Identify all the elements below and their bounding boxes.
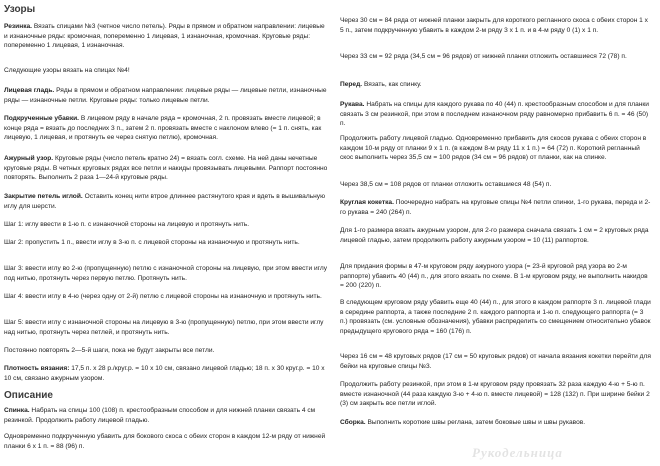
sleeves-label: Рукава. [340,101,365,108]
density-label: Плотность вязания: [4,365,70,372]
watermark-text: Рукодельница [472,445,563,460]
paragraph-yoke-lace: Для 1-го размера вязать ажурным узором, для 2-го размера сначала связать 1 см = 2 круговых ряда лицевой гладью, затем продолжить работу ажурным узором = 10 (11) раппортов. [340,227,649,244]
step-5: Шаг 5: ввести иглу с изнаночной стороны на лицевую в 3-ю (пропущенную) петлю, при этом ввести иглу над нитью, протянуть через петлей, и протянуть нить. [4,319,324,336]
paragraph-next-round: В следующем круговом ряду убавить еще 40 (44) п., для этого в каждом раппорте 3 п. лицевой глади в середине раппорта, а также последние 2 п. каждого раппорта и 1-ю п. следующего раппорта (= 3 п.) провязать (см. условные обозначения), убавки распределить со смещением относительно убавок предыдущего кругового ряда = 160 (176) п. [340,299,651,335]
density-text: 17,5 п. х 28 р./круг.р. = 10 х 10 см, связано лицевой гладью; 18 п. х 30 круг.р. = 10 х 10 см, связано ажурным узором. [4,365,325,382]
paragraph-yoke [340,198,652,217]
rib-text: Вязать спицами №3 (четное число петель). Ряды в прямом и обратном направлении: лицевые и изнаночные ряды: кромочная, попеременно 1 лицевая, 1 изнаночная, кромочная. Круговые ряды: попеременно 1 лицевая, 1 изнаночная. [4,23,325,50]
rib-label: Резинка. [4,23,33,30]
bind-off-label: Закрытие петель иглой. [4,193,83,200]
paragraph-neckband-rib: Продолжить работу резинкой, при этом в 1-м круговом ряду провязать 32 раза каждую 4-ю + 5-ю п. вместе изнаночной (44 раза каждую 3-ю + 4-ю п. вместе лицевой) = 128 (132) п. При ширине бейки 2 (3) см закрыть все петли иглой. [340,381,650,408]
lace-text: Круговые ряды (число петель кратно 24) = вязать согл. схеме. На ней даны нечетные круговые ряды. В четных круговых рядах все петли и накиды провязывать лицевыми. Раппорт постоянно повторять. Выполнить 2 раза 1—24-й круговые ряды. [4,155,328,182]
paragraph-raglan-back: Через 30 см = 84 ряда от нижней планки закрыть для короткого регланного скоса с обеих сторон 1 х 5 п., затем подкрученную убавить в каждом 2-м ряду 3 х 1 п. и в 4-м ряду 0 (1) х 1 п. [340,17,648,34]
paragraph-back [4,406,330,425]
step-1: Шаг 1: иглу ввести в 1-ю п. с изнаночной стороны на лицевую и протянуть нить. [4,221,250,228]
stockinette-text: Ряды в прямом и обратном направлении: лицевые ряды — лицевые петли, изнаночные ряды — изнаночные петли. Круговые ряды: только лицевые петли. [4,87,327,104]
stockinette-label: Лицевая гладь. [4,87,55,94]
sleeves-text: Набрать на спицы для каждого рукава по 40 (44) п. крестообразным способом и для планки связать 3 см резинкой, при этом в последнем изнаночном ряду равномерно прибавить 6 п. = 46 (50) п. [340,101,649,128]
section-title-patterns: Узоры [4,4,36,15]
paragraph-set-aside-sleeve: Через 38,5 см = 108 рядов от планки отложить оставшиеся 48 (54) п. [340,181,552,188]
paragraph-sleeve-shaping: Продолжить работу лицевой гладью. Одновременно прибавить для скосов рукава с обеих сторон в каждом 10-м ряду от планки 9 х 1 п. (в каждом 8-м ряду 11 х 1 п.) = 64 (72) п. Короткий регланный скос выполнить через 35,5 см = 100 рядов (34 см = 96 рядов) от планки, как на спинке. [340,135,647,162]
paragraph-stockinette [4,86,330,105]
back-text: Набрать на спицы 100 (108) п. крестообразным способом и для нижней планки связать 4 см резинкой. Продолжить работу лицевой гладью. [4,407,316,424]
lace-label: Ажурный узор. [4,155,54,162]
paragraph-repeat: Постоянно повторять 2—5-й шаги, пока не будут закрыты все петли. [4,347,215,354]
paragraph-set-aside-back: Через 33 см = 92 ряда (34,5 см = 96 рядов) от нижней планки отложить оставшиеся 72 (78) п. [340,53,627,60]
yoke-label: Круглая кокетка. [340,199,394,206]
paragraph-decreases [4,114,330,143]
assembly-text: Выполнить короткие швы реглана, затем боковые швы и швы рукавов. [365,419,586,426]
paragraph-side-shaping: Одновременно подкрученную убавить для бокового скоса с обеих сторон в каждом 12-м ряду от нижней планки 6 х 1 п. = 88 (96) п. [4,433,326,450]
paragraph-neckband-switch: Через 16 см = 48 круговых рядов (17 см = 50 круговых рядов) от начала вязания кокетки перейти для бейки на круговые спицы №3. [340,353,651,370]
paragraph-shaping-47: Для придания формы в 47-м круговом ряду ажурного узора (= 23-й круговой ряд узора во 2-м раппорте) убавить 40 (44) п., для этого вязать по схеме. В 1-м круговом ряду, не выполнить накидов = 200 (220) п. [340,263,648,290]
decreases-label: Подкрученные убавки. [4,115,80,122]
assembly-label: Сборка. [340,419,366,426]
paragraph-rib [4,22,330,51]
step-3: Шаг 3: ввести иглу во 2-ю (пропущенную) петлю с изнаночной стороны на лицевую, при этом ввести иглу под нитью, протянуть через первую петлю. Протянуть нить. [4,265,328,282]
step-4: Шаг 4: ввести иглу в 4-ю (через одну от 2-й) петлю с лицевой стороны на изнаночную и протянуть нить. [4,293,322,300]
paragraph-sleeves [340,100,652,129]
paragraph-bind-off [4,192,330,211]
bind-off-text: Оставить конец нити втрое длиннее растянутого края и вдеть в вышивальную иглу для шерсти. [4,193,326,210]
paragraph-density [4,364,330,383]
step-2: Шаг 2: пропустить 1 п., ввести иглу в 3-ю п. с лицевой стороны на изнаночную и протянуть нить. [4,239,300,246]
paragraph-front [340,80,652,90]
paragraph-lace [4,154,330,183]
back-label: Спинка. [4,407,30,414]
paragraph-needles-note: Следующие узоры вязать на спицах №4! [4,67,130,74]
yoke-text: Поочередно набрать на круговые спицы №4 петли спинки, 1-го рукава, переда и 2-го рукава = 240 (264) п. [340,199,651,216]
decreases-text: В лицевом ряду в начале ряда = кромочная, 2 п. провязать вместе лицевой; в конце ряда = вязать до последних 3 п., затем 2 п. провязать вместе с наклоном влево (= 1 п. снять, как лицевую, 1 лицевая, и протянуть ее через снятую петлю), кромочная. [4,115,322,142]
front-text: Вязать, как спинку. [362,81,422,88]
paragraph-assembly [340,418,652,428]
front-label: Перед. [340,81,363,88]
section-title-description: Описание [4,390,53,401]
